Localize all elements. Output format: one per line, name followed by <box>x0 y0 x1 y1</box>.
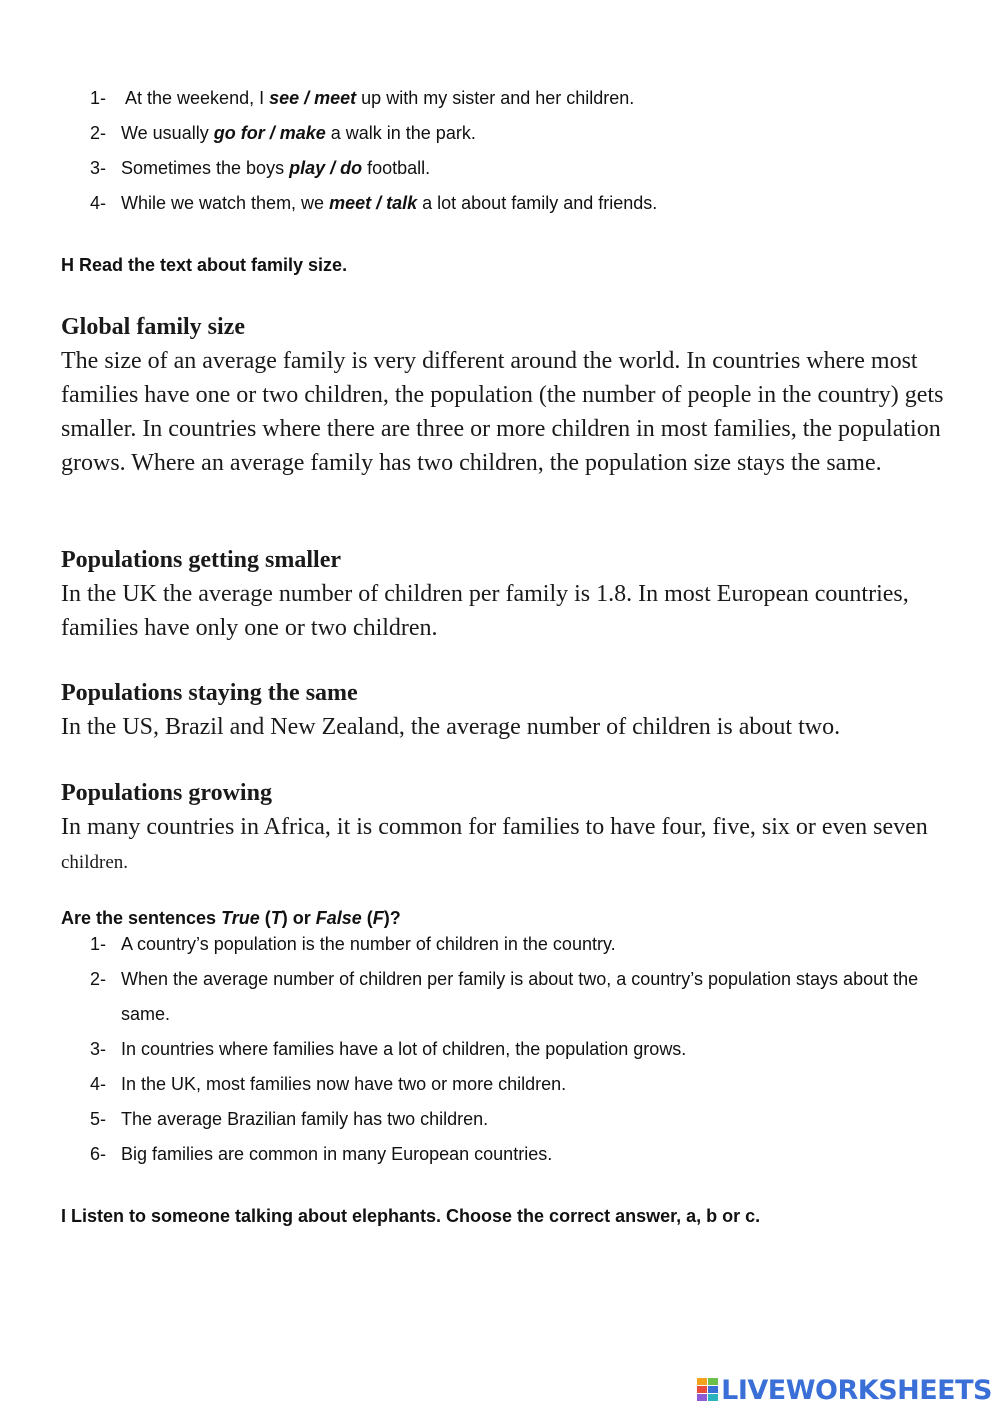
word-choice[interactable]: go for / make <box>213 123 326 143</box>
exercise-item <box>90 116 961 151</box>
reading-text <box>61 776 951 880</box>
exercise-item <box>90 151 961 186</box>
item-number: 6- <box>90 1144 107 1164</box>
statement-item[interactable] <box>90 1067 961 1102</box>
word-choice[interactable]: play / do <box>289 158 363 178</box>
item-text: At the weekend, I <box>121 88 270 108</box>
word-choice[interactable]: meet / talk <box>329 193 418 213</box>
statement-text: When the average number of children per family is about two, a country’s population stays about the same. <box>121 969 919 1024</box>
statement-item[interactable] <box>90 962 961 1032</box>
exercise-item <box>90 186 961 221</box>
liveworksheets-logo <box>697 1375 992 1405</box>
reading-text <box>61 310 951 480</box>
logo-text: LIVEWORKSHEETS <box>721 1374 992 1406</box>
reading-text <box>61 543 951 645</box>
item-text: a walk in the park. <box>325 123 476 143</box>
item-number: 1- <box>90 88 107 108</box>
item-text: a lot about family and friends. <box>417 193 658 213</box>
item-number: 2- <box>90 123 107 143</box>
liveworksheets-logo-icon <box>697 1378 719 1402</box>
statement-item[interactable] <box>90 1032 961 1067</box>
statement-text: In the UK, most families now have two or more children. <box>121 1074 567 1094</box>
item-number: 4- <box>90 1074 107 1094</box>
item-number: 4- <box>90 193 107 213</box>
statement-text: In countries where families have a lot of children, the population grows. <box>121 1039 687 1059</box>
reading-paragraph: In the UK the average number of children per family is 1.8. In most European countries, families have only one or two children. <box>61 581 909 641</box>
reading-paragraph: In the US, Brazil and New Zealand, the average number of children is about two. <box>61 714 841 740</box>
word-choice[interactable]: see / meet <box>269 88 357 108</box>
item-text: We usually <box>121 123 214 143</box>
item-text: up with my sister and her children. <box>356 88 635 108</box>
section-h-instruction: H Read the text about family size. <box>61 255 348 275</box>
reading-heading: Populations getting smaller <box>61 547 341 573</box>
item-text: football. <box>362 158 431 178</box>
item-number: 3- <box>90 158 107 178</box>
item-number: 2- <box>90 969 107 989</box>
statement-item[interactable] <box>90 1102 961 1137</box>
reading-heading: Populations staying the same <box>61 680 358 706</box>
statement-item[interactable] <box>90 927 961 962</box>
true-false-list <box>90 927 961 1172</box>
section-i-instruction: I Listen to someone talking about elephants. Choose the correct answer, a, b or c. <box>61 1206 761 1226</box>
item-number: 1- <box>90 934 107 954</box>
reading-paragraph: In many countries in Africa, it is common for families to have four, five, six or even seven children. <box>61 814 928 873</box>
reading-text <box>61 676 951 744</box>
item-text: Sometimes the boys <box>121 158 290 178</box>
statement-item[interactable] <box>90 1137 961 1172</box>
item-number: 5- <box>90 1109 107 1129</box>
statement-text: Big families are common in many European countries. <box>121 1144 553 1164</box>
exercise-item <box>90 81 961 116</box>
word-choice-exercise <box>90 81 961 221</box>
reading-paragraph: The size of an average family is very different around the world. In countries where most families have one or two children, the population (the number of people in the country) gets smaller. In countries where there are three or more children in most families, the population grows. Where an average family has two children, the population size stays the same. <box>61 348 944 476</box>
reading-heading: Populations growing <box>61 780 272 806</box>
item-number: 3- <box>90 1039 107 1059</box>
statement-text: A country’s population is the number of children in the country. <box>121 934 616 954</box>
item-text: While we watch them, we <box>121 193 330 213</box>
true-false-instruction: Are the sentences True (T) or False (F)? <box>61 908 401 928</box>
reading-heading: Global family size <box>61 314 245 340</box>
statement-text: The average Brazilian family has two children. <box>121 1109 489 1129</box>
